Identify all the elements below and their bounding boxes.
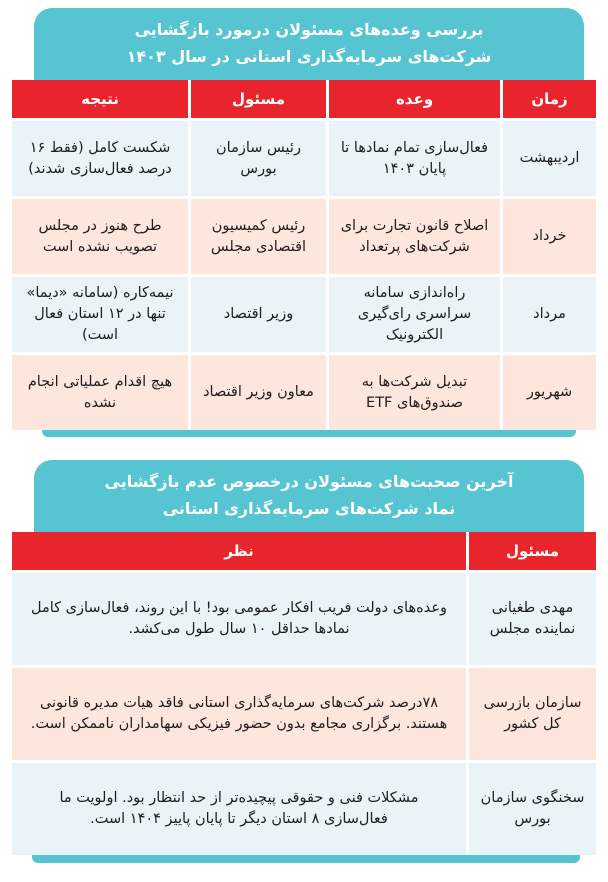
cell-responsible: وزیر اقتصاد bbox=[188, 277, 326, 352]
promises-bottom-bar bbox=[42, 430, 576, 437]
cell-result: هیچ اقدام عملیاتی انجام نشده bbox=[12, 355, 188, 430]
header-time: زمان bbox=[500, 80, 596, 118]
header-promise: وعده bbox=[326, 80, 500, 118]
cell-result: نیمه‌کاره (سامانه «دیما» تنها در ۱۲ استان فعال است) bbox=[12, 277, 188, 352]
cell-time: اردیبهشت bbox=[500, 121, 596, 196]
cell-promise: راه‌اندازی سامانه سراسری رای‌گیری الکترونیک bbox=[326, 277, 500, 352]
cell-result: طرح هنوز در مجلس تصویب نشده است bbox=[12, 199, 188, 274]
cell-view: وعده‌های دولت فریب افکار عمومی بود! با این روند، فعال‌سازی کامل نمادها حداقل ۱۰ سال طول می‌کشد. bbox=[12, 573, 466, 665]
cell-official: سازمان بازرسی کل کشور bbox=[466, 668, 596, 760]
statements-title bbox=[34, 460, 584, 532]
cell-view: ۷۸درصد شرکت‌های سرمایه‌گذاری استانی فاقد هیات مدیره قانونی هستند. برگزاری مجامع بدون حضور فیزیکی سهامداران ناممکن است. bbox=[12, 668, 466, 760]
table-row bbox=[12, 570, 596, 665]
cell-time: مرداد bbox=[500, 277, 596, 352]
header-responsible: مسئول bbox=[188, 80, 326, 118]
cell-time: خرداد bbox=[500, 199, 596, 274]
statements-title-line2: نماد شرکت‌های سرمایه‌گذاری استانی bbox=[162, 499, 456, 518]
statements-panel bbox=[12, 460, 596, 863]
promises-table bbox=[12, 80, 596, 430]
table-row bbox=[12, 274, 596, 352]
cell-result: شکست کامل (فقط ۱۶ درصد فعال‌سازی شدند) bbox=[12, 121, 188, 196]
statements-title-line1: آخرین صحبت‌های مسئولان درخصوص عدم بازگشایی bbox=[104, 472, 514, 491]
statements-table bbox=[12, 532, 596, 855]
statements-header-row bbox=[12, 532, 596, 570]
cell-official: سخنگوی سازمان بورس bbox=[466, 763, 596, 855]
cell-promise: تبدیل شرکت‌ها به صندوق‌های ETF bbox=[326, 355, 500, 430]
header-official: مسئول bbox=[466, 532, 596, 570]
promises-title bbox=[34, 8, 584, 80]
cell-responsible: معاون وزیر اقتصاد bbox=[188, 355, 326, 430]
promises-header-row bbox=[12, 80, 596, 118]
table-row bbox=[12, 196, 596, 274]
header-view: نظر bbox=[12, 532, 466, 570]
statements-bottom-bar bbox=[32, 855, 580, 863]
cell-promise: اصلاح قانون تجارت برای شرکت‌های پرتعداد bbox=[326, 199, 500, 274]
table-row bbox=[12, 352, 596, 430]
cell-view: مشکلات فنی و حقوقی پیچیده‌تر از حد انتظار بود. اولویت ما فعال‌سازی ۸ استان دیگر تا پایان پاییز ۱۴۰۴ است. bbox=[12, 763, 466, 855]
cell-time: شهریور bbox=[500, 355, 596, 430]
promises-title-line2: شرکت‌های سرمایه‌گذاری استانی در سال ۱۴۰۳ bbox=[126, 47, 492, 66]
cell-responsible: رئیس سازمان بورس bbox=[188, 121, 326, 196]
promises-panel bbox=[12, 8, 596, 437]
cell-promise: فعال‌سازی تمام نمادها تا پایان ۱۴۰۳ bbox=[326, 121, 500, 196]
header-result: نتیجه bbox=[12, 80, 188, 118]
cell-official: مهدی طغیانی نماینده مجلس bbox=[466, 573, 596, 665]
promises-title-line1: بررسی وعده‌های مسئولان درمورد بازگشایی bbox=[134, 20, 484, 39]
table-row bbox=[12, 118, 596, 196]
table-row bbox=[12, 665, 596, 760]
cell-responsible: رئیس کمیسیون اقتصادی مجلس bbox=[188, 199, 326, 274]
table-row bbox=[12, 760, 596, 855]
